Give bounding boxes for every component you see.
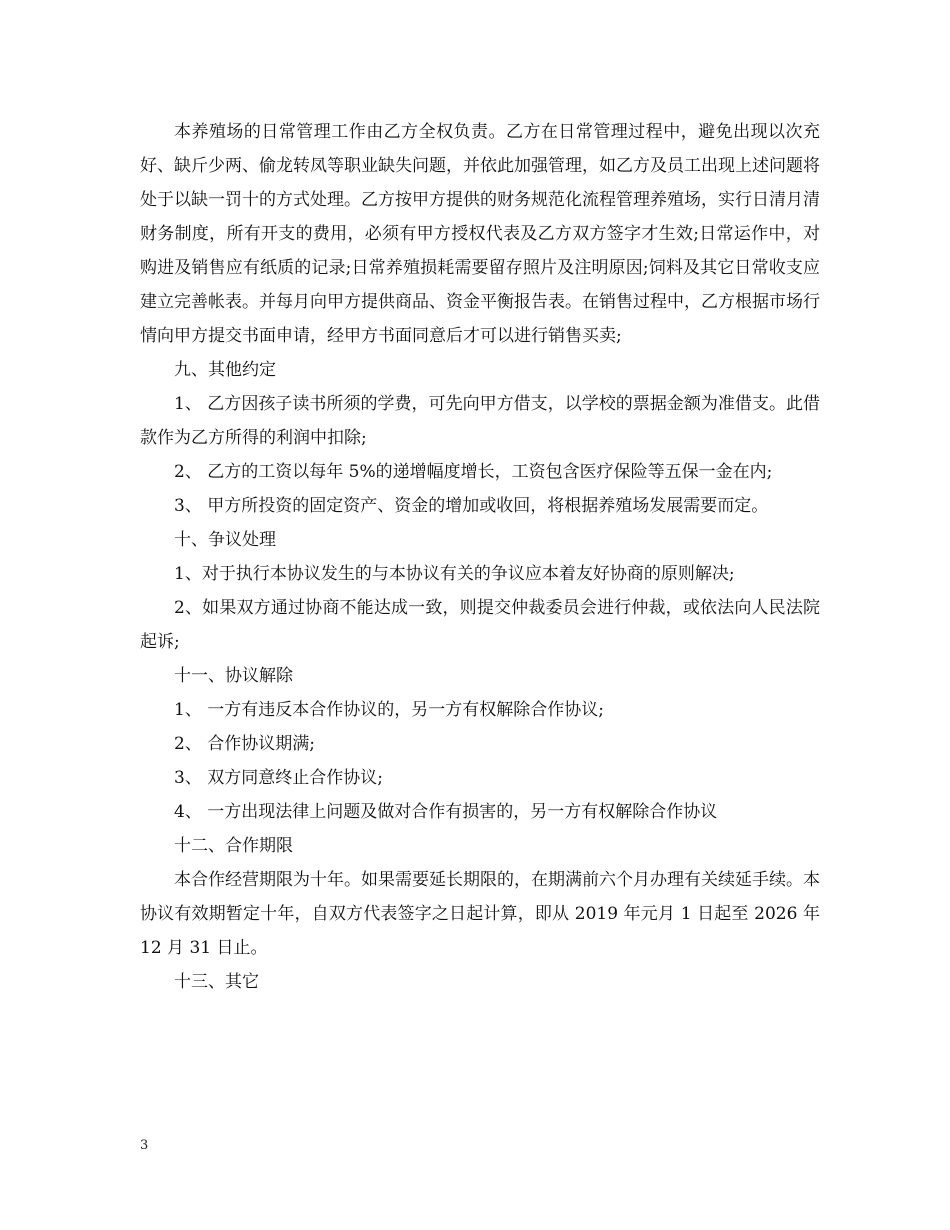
paragraph-termination-expiry: 2、 合作协议期满; bbox=[174, 734, 315, 754]
paragraph-termination-mutual: 3、 双方同意终止合作协议; bbox=[174, 768, 383, 788]
paragraph-salary-increase: 2、 乙方的工资以每年 5%的递增幅度增长，工资包含医疗保险等五保一金在内; bbox=[174, 462, 773, 482]
document-body bbox=[140, 115, 820, 999]
page-number: 3 bbox=[140, 1138, 149, 1153]
paragraph-termination-legal: 4、 一方出现法律上问题及做对合作有损害的，另一方有权解除合作协议 bbox=[174, 802, 718, 822]
paragraph-term-duration: 本合作经营期限为十年。如果需要延长期限的，在期满前六个月办理有关续延手续。本协议有效期暂定十年，自双方代表签字之日起计算，即从 2019 年元月 1 日起至 2026 年 12 月 31 日止。 bbox=[140, 870, 820, 958]
paragraph-termination-breach: 1、 一方有违反本合作协议的，另一方有权解除合作协议; bbox=[174, 700, 604, 720]
paragraph-friendly-negotiation: 1、对于执行本协议发生的与本协议有关的争议应本着友好协商的原则解决; bbox=[174, 564, 735, 584]
paragraph-fixed-assets: 3、 甲方所投资的固定资产、资金的增加或收回，将根据养殖场发展需要而定。 bbox=[174, 496, 769, 516]
section-heading-other-agreements: 九、其他约定 bbox=[174, 360, 276, 380]
section-heading-dispute-resolution: 十、争议处理 bbox=[174, 530, 276, 550]
section-heading-other: 十三、其它 bbox=[174, 972, 259, 992]
paragraph-arbitration: 2、如果双方通过协商不能达成一致，则提交仲裁委员会进行仲裁，或依法向人民法院起诉; bbox=[140, 598, 820, 652]
paragraph-tuition-loan: 1、 乙方因孩子读书所须的学费，可先向甲方借支，以学校的票据金额为准借支。此借款作为乙方所得的利润中扣除; bbox=[140, 394, 820, 448]
section-heading-term: 十二、合作期限 bbox=[174, 836, 293, 856]
paragraph-management: 本养殖场的日常管理工作由乙方全权负责。乙方在日常管理过程中，避免出现以次充好、缺斤少两、偷龙转凤等职业缺失问题，并依此加强管理，如乙方及员工出现上述问题将处于以缺一罚十的方式处理。乙方按甲方提供的财务规范化流程管理养殖场，实行日清月清财务制度，所有开支的费用，必须有甲方授权代表及乙方双方签字才生效;日常运作中，对购进及销售应有纸质的记录;日常养殖损耗需要留存照片及注明原因;饲料及其它日常收支应建立完善帐表。并每月向甲方提供商品、资金平衡报告表。在销售过程中，乙方根据市场行情向甲方提交书面申请，经甲方书面同意后才可以进行销售买卖; bbox=[140, 122, 820, 346]
section-heading-termination: 十一、协议解除 bbox=[174, 666, 293, 686]
